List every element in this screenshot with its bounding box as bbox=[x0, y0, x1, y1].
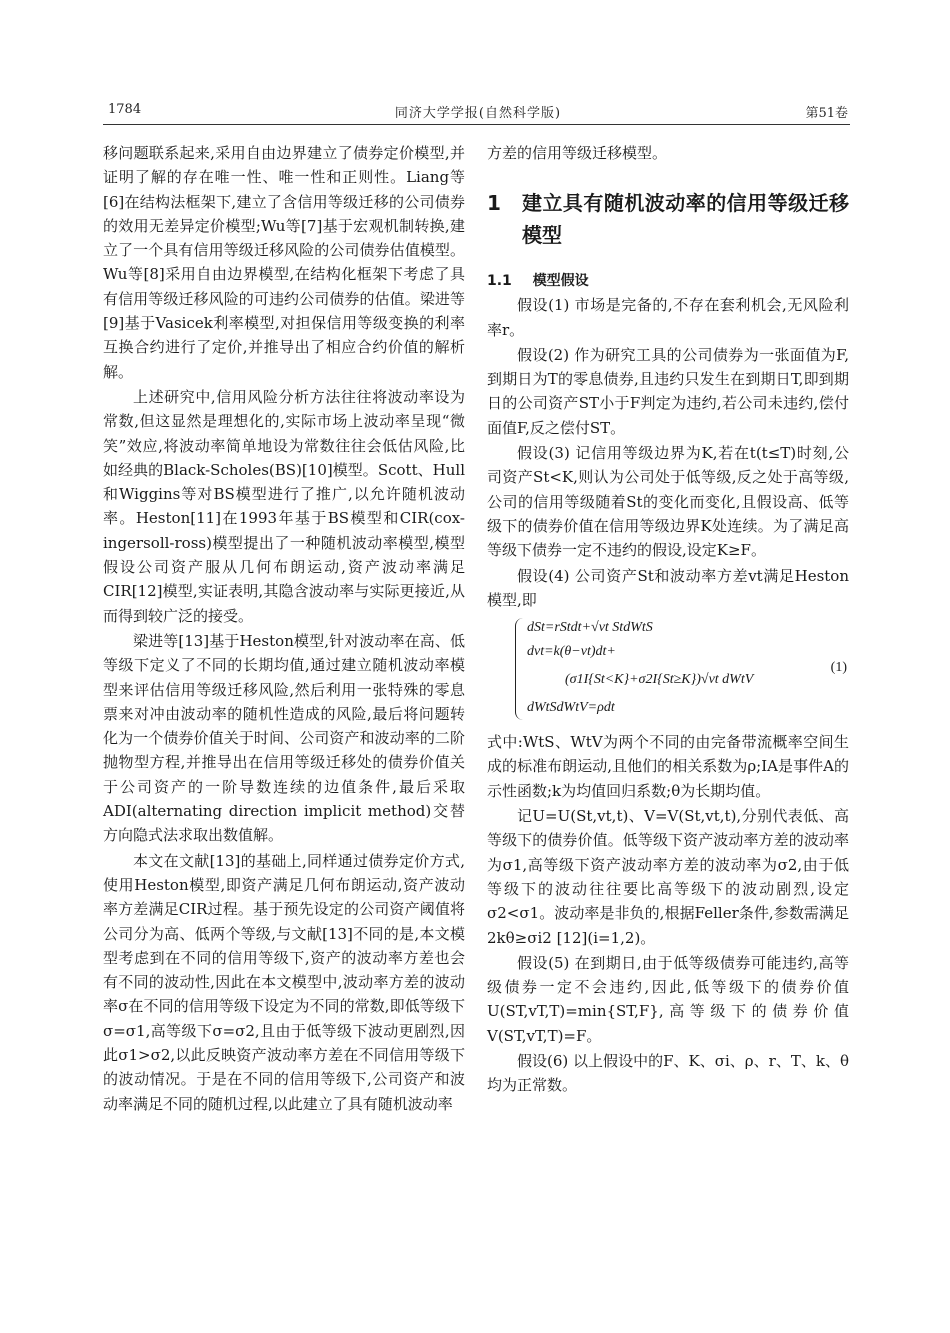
journal-title: 同济大学学报(自然科学版) bbox=[394, 106, 562, 121]
subsection-title: 模型假设 bbox=[532, 273, 589, 290]
assumption-6: 假设(6) 以上假设中的F、K、σi、ρ、r、T、k、θ均为正常数。 bbox=[487, 1052, 849, 1095]
paragraph: 式中:WtS、WtV为两个不同的由完备带流概率空间生成的标准布朗运动,且他们的相关系数为ρ;IA是事件A的示性函数;k为均值回归系数;θ为长期均值。 bbox=[487, 733, 849, 800]
assumption-3: 假设(3) 记信用等级边界为K,若在t(t≤T)时刻,公司资产St<K,则认为公司处于低等级,反之处于高等级,公司的信用等级随着St的变化而变化,且假设高、低等级下的债券价值在信用等级边界K处连续。为了满足高等级下债券一定不违约的假设,设定K≥F。 bbox=[487, 444, 849, 560]
equation-brace bbox=[515, 618, 526, 720]
section-title: 建立具有随机波动率的信用等级迁移模型 bbox=[522, 191, 849, 248]
page-number: 1784 bbox=[108, 102, 142, 117]
page-header bbox=[108, 102, 848, 124]
equation-line: dWtSdWtV=ρdt bbox=[527, 700, 615, 716]
header-divider bbox=[103, 124, 850, 125]
assumption-2: 假设(2) 作为研究工具的公司债券为一张面值为F,到期日为T的零息债券,且违约只发生在到期日T,即到期日的公司资产ST小于F判定为违约,若公司未违约,偿付面值F,反之偿付ST。 bbox=[487, 345, 849, 437]
subsection-number: 1.1 bbox=[487, 273, 512, 290]
equation-line: dSt=rStdt+√vt StdWtS bbox=[527, 620, 653, 636]
section-number: 1 bbox=[487, 191, 501, 216]
paragraph: 上述研究中,信用风险分析方法往往将波动率设为常数,但这显然是理想化的,实际市场上波动率呈现“微笑”效应,将波动率简单地设为常数往往会低估风险,比如经典的Black-Scholes(BS)[10]模型。Scott、Hull和Wiggins等对BS模型进行了推广,以允许随机波动率。Heston[11]在1993年基于BS模型和CIR(cox-ingersoll-ross)模型提出了一种随机波动率模型,模型假设公司资产服从几何布朗运动,资产波动率满足CIR[12]模型,实证表明,其隐含波动率与实际更接近,从而得到较广泛的接受。 bbox=[103, 387, 465, 625]
volume-label: 第51卷 bbox=[805, 106, 848, 121]
paragraph: 方差的信用等级迁移模型。 bbox=[487, 144, 668, 162]
assumption-5: 假设(5) 在到期日,由于低等级债券可能违约,高等级债券一定不会违约,因此,低等级下的债券价值U(ST,vT,T)=min{ST,F},高等级下的债券价值V(ST,vT,T)=F。 bbox=[487, 953, 849, 1045]
section-heading bbox=[487, 187, 849, 251]
equation-line: dvt=k(θ−vt)dt+ bbox=[527, 644, 616, 660]
paragraph: 梁进等[13]基于Heston模型,针对波动率在高、低等级下定义了不同的长期均值,通过建立随机波动率模型来评估信用等级迁移风险,然后利用一张特殊的零息票来对冲由波动率的随机性造成的风险,最后将问题转化为一个债券价值关于时间、公司资产和波动率的二阶抛物型方程,并推导出在信用等级迁移处的债券价值关于公司资产的一阶导数连续的边值条件,最后采取ADI(alternating direction implicit method)交替方向隐式法求取出数值解。 bbox=[103, 631, 465, 845]
subsection-heading bbox=[487, 269, 849, 293]
left-column bbox=[103, 141, 465, 1117]
right-column bbox=[487, 141, 849, 1099]
paragraph: 记U=U(St,vt,t)、V=V(St,vt,t),分别代表低、高等级下的债券价值。低等级下资产波动率方差的波动率为σ1,高等级下资产波动率方差的波动率为σ2,由于低等级下的波动往往要比高等级下的波动剧烈,设定σ2<σ1。波动率是非负的,根据Feller条件,参数需满足2kθ≥σi2 [12](i=1,2)。 bbox=[487, 807, 849, 947]
equation-1 bbox=[487, 614, 849, 724]
equation-line: (σ1I{St<K}+σ2I{St≥K})√vt dWtV bbox=[565, 672, 754, 688]
assumption-1: 假设(1) 市场是完备的,不存在套利机会,无风险利率r。 bbox=[487, 296, 849, 339]
paragraph: 移问题联系起来,采用自由边界建立了债券定价模型,并证明了解的存在唯一性、唯一性和正则性。Liang等[6]在结构法框架下,建立了含信用等级迁移的公司债券的效用无差异定价模型;Wu等[7]基于宏观机制转换,建立了一个具有信用等级迁移风险的公司债券估值模型。Wu等[8]采用自由边界模型,在结构化框架下考虑了具有信用等级迁移风险的可违约公司债券的估值。梁进等[9]基于Vasicek利率模型,对担保信用等级变换的利率互换合约进行了定价,并推导出了相应合约价值的解析解。 bbox=[103, 144, 465, 381]
assumption-4: 假设(4) 公司资产St和波动率方差vt满足Heston模型,即 bbox=[487, 566, 849, 609]
equation-number: (1) bbox=[830, 660, 847, 676]
paragraph: 本文在文献[13]的基础上,同样通过债券定价方式,使用Heston模型,即资产满足几何布朗运动,资产波动率方差满足CIR过程。基于预先设定的公司资产阈值将公司分为高、低两个等级,与文献[13]不同的是,本文模型考虑到在不同的信用等级下,资产的波动率方差也会有不同的波动性,因此在本文模型中,波动率方差的波动率σ在不同的信用等级下设定为不同的常数,即低等级下σ=σ1,高等级下σ=σ2,且由于低等级下波动更剧烈,因此σ1>σ2,以此反映资产波动率方差在不同信用等级下的波动情况。于是在不同的信用等级下,公司资产和波动率满足不同的随机过程,以此建立了具有随机波动率 bbox=[103, 851, 465, 1113]
